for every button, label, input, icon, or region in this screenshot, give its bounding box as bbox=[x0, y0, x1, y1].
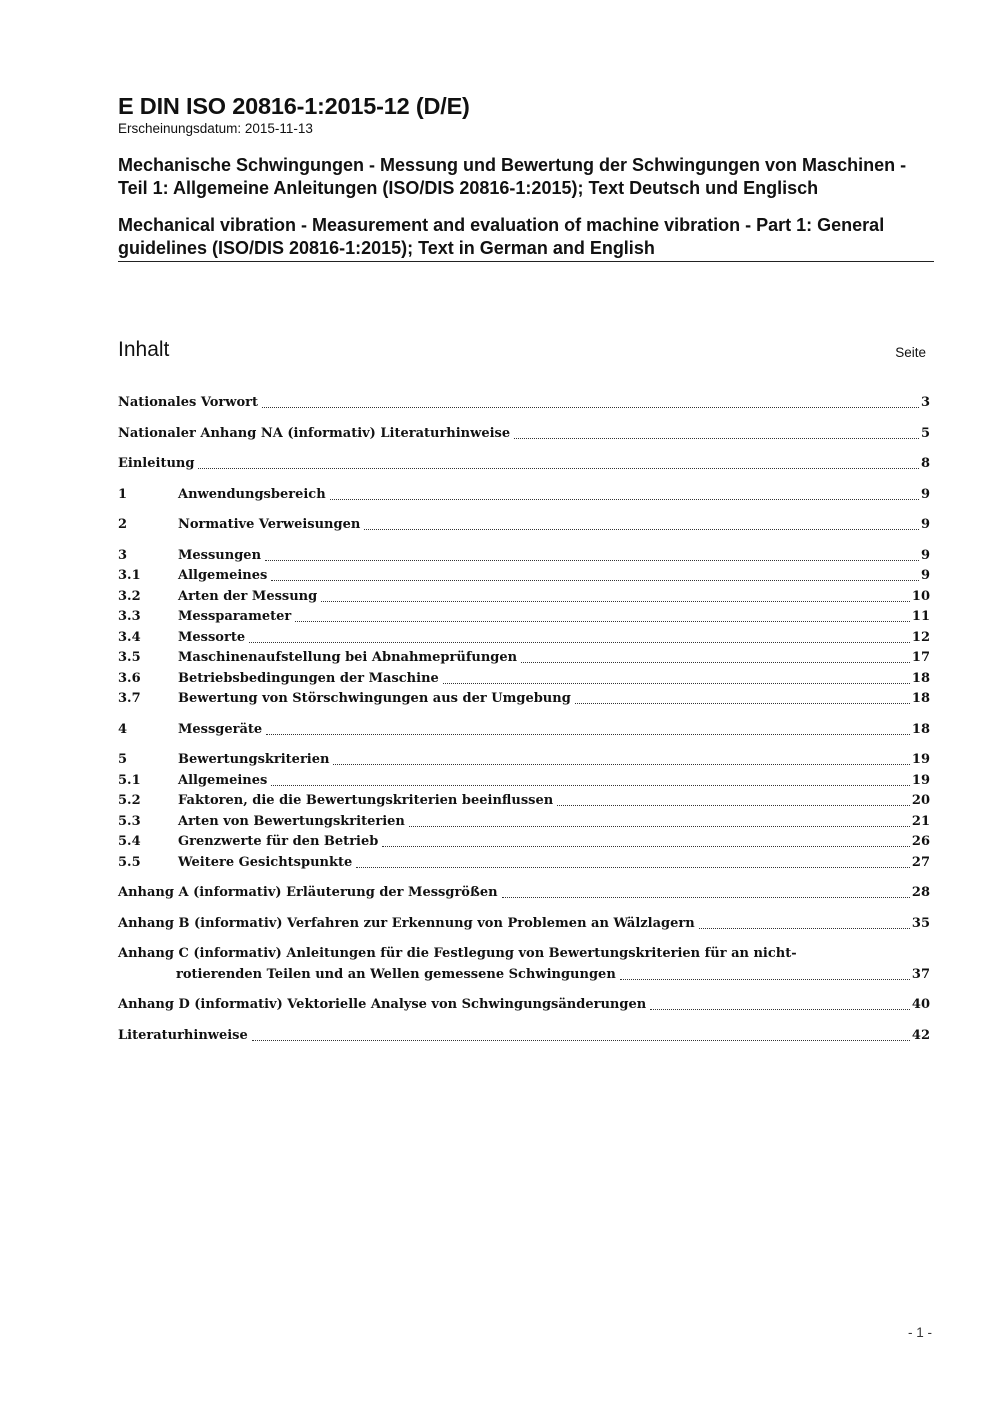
toc-entry-title: Messorte bbox=[178, 628, 247, 649]
toc-entry[interactable] bbox=[118, 587, 930, 608]
toc-entry[interactable] bbox=[118, 750, 930, 771]
toc-entry-page: 37 bbox=[911, 966, 930, 982]
publication-date: Erscheinungsdatum: 2015-11-13 bbox=[118, 121, 313, 136]
toc-leader-dots bbox=[271, 771, 910, 786]
toc-entry-page: 10 bbox=[911, 588, 930, 604]
toc-entry-title: Grenzwerte für den Betrieb bbox=[178, 832, 380, 853]
toc-entry[interactable] bbox=[118, 566, 930, 587]
toc-entry-page: 12 bbox=[911, 629, 930, 645]
toc-entry-title: Anhang B (informativ) Verfahren zur Erkennung von Problemen an Wälzlagern bbox=[118, 914, 697, 935]
toc-leader-dots bbox=[364, 515, 919, 530]
toc-leader-dots bbox=[252, 1026, 910, 1041]
toc-leader-dots bbox=[356, 853, 910, 868]
toc-entry-number: 5.1 bbox=[118, 772, 141, 788]
toc-entry-number: 3.3 bbox=[118, 609, 141, 624]
toc-entry-number: 3.7 bbox=[118, 691, 141, 706]
toc-entry-number: 2 bbox=[118, 517, 128, 532]
toc-entry-page: 8 bbox=[920, 456, 930, 471]
toc-leader-dots bbox=[620, 965, 910, 980]
toc-entry[interactable] bbox=[118, 791, 930, 812]
toc-entry-page: 9 bbox=[920, 547, 930, 563]
toc-heading: Inhalt bbox=[118, 338, 170, 361]
toc-entry-page: 9 bbox=[920, 568, 930, 583]
toc-entry-number: 5.2 bbox=[118, 793, 141, 808]
toc-entry-number: 3.4 bbox=[118, 629, 141, 645]
toc-leader-dots bbox=[333, 750, 909, 765]
toc-entry-number: 4 bbox=[118, 721, 128, 737]
toc-entry-title: Anwendungsbereich bbox=[178, 485, 328, 506]
toc-leader-dots bbox=[321, 587, 910, 602]
toc-entry-title: Messgeräte bbox=[178, 720, 264, 741]
toc-leader-dots bbox=[514, 424, 919, 439]
toc-entry-page: 27 bbox=[911, 854, 930, 870]
toc-entry-page: 19 bbox=[911, 752, 930, 767]
toc-entry-title: Weitere Gesichtspunkte bbox=[178, 853, 354, 874]
toc-entry-title-continued: rotierenden Teilen und an Wellen gemessene Schwingungen bbox=[176, 965, 618, 986]
toc-entry-page: 9 bbox=[920, 517, 930, 532]
toc-entry[interactable] bbox=[118, 485, 930, 506]
toc-entry[interactable] bbox=[118, 944, 930, 985]
title-english: Mechanical vibration - Measurement and evaluation of machine vibration - Part 1: General guidelines (ISO/DIS 20816-1:2015); Text in German and English bbox=[118, 214, 934, 262]
toc-entry-title: Nationales Vorwort bbox=[118, 393, 260, 414]
toc-leader-dots bbox=[198, 454, 919, 469]
toc-entry-title: Betriebsbedingungen der Maschine bbox=[178, 669, 441, 690]
toc-entry-page: 5 bbox=[920, 425, 930, 441]
toc-entry-title: Allgemeines bbox=[178, 771, 269, 792]
toc-entry-title: Messparameter bbox=[178, 607, 293, 628]
toc-entry-page: 11 bbox=[911, 609, 930, 624]
toc-entry-page: 18 bbox=[911, 670, 930, 686]
toc-entry-title: Maschinenaufstellung bei Abnahmeprüfungen bbox=[178, 648, 519, 669]
toc-leader-dots bbox=[266, 720, 910, 735]
toc-entry-number: 3.6 bbox=[118, 670, 141, 686]
toc-entry-number: 3.5 bbox=[118, 650, 141, 665]
toc-entry-number: 5 bbox=[118, 752, 128, 767]
toc-leader-dots bbox=[249, 628, 910, 643]
toc-entry-page: 28 bbox=[911, 885, 930, 900]
toc-entry-number: 3.2 bbox=[118, 588, 141, 604]
toc-entry[interactable] bbox=[118, 607, 930, 628]
toc-entry-title: Anhang D (informativ) Vektorielle Analyse von Schwingungsänderungen bbox=[118, 995, 648, 1016]
toc-entry-page: 40 bbox=[911, 997, 930, 1012]
document-header bbox=[118, 92, 934, 262]
toc-entry[interactable] bbox=[118, 628, 930, 649]
toc-entry-page: 3 bbox=[920, 395, 930, 410]
toc-entry[interactable] bbox=[118, 1026, 930, 1047]
toc-leader-dots bbox=[330, 485, 919, 500]
toc-leader-dots bbox=[575, 689, 910, 704]
toc-entry-title: Literaturhinweise bbox=[118, 1026, 250, 1047]
toc-entry[interactable] bbox=[118, 689, 930, 710]
toc-entry-number: 3.1 bbox=[118, 568, 141, 583]
toc-entry-title: Bewertung von Störschwingungen aus der Umgebung bbox=[178, 689, 573, 710]
toc-entry[interactable] bbox=[118, 454, 930, 475]
toc-entry[interactable] bbox=[118, 669, 930, 690]
toc-entry-page: 17 bbox=[911, 650, 930, 665]
table-of-contents bbox=[118, 393, 930, 1046]
toc-entry-title: Arten von Bewertungskriterien bbox=[178, 812, 407, 833]
toc-entry-number: 5.3 bbox=[118, 813, 141, 829]
toc-entry-title: Anhang C (informativ) Anleitungen für die Festlegung von Bewertungskriterien für an nicht- bbox=[118, 946, 797, 961]
toc-entry-title: Einleitung bbox=[118, 454, 196, 475]
toc-entry[interactable] bbox=[118, 914, 930, 935]
toc-entry[interactable] bbox=[118, 515, 930, 536]
toc-leader-dots bbox=[650, 995, 910, 1010]
toc-entry[interactable] bbox=[118, 883, 930, 904]
toc-entry-page: 26 bbox=[911, 834, 930, 849]
toc-entry-title: Messungen bbox=[178, 546, 263, 567]
toc-entry-page: 42 bbox=[911, 1027, 930, 1043]
toc-page-column-label: Seite bbox=[895, 345, 926, 360]
toc-leader-dots bbox=[265, 546, 919, 561]
toc-entry-page: 18 bbox=[911, 721, 930, 737]
toc-leader-dots bbox=[557, 791, 910, 806]
toc-leader-dots bbox=[382, 832, 910, 847]
toc-entry-number: 5.5 bbox=[118, 854, 141, 870]
toc-entry-page: 21 bbox=[911, 813, 930, 829]
toc-entry-title: Bewertungskriterien bbox=[178, 750, 331, 771]
page-number: - 1 - bbox=[907, 1325, 932, 1340]
toc-entry[interactable] bbox=[118, 832, 930, 853]
toc-entry[interactable] bbox=[118, 853, 930, 874]
toc-leader-dots bbox=[502, 883, 910, 898]
toc-entry[interactable] bbox=[118, 393, 930, 414]
toc-entry[interactable] bbox=[118, 546, 930, 567]
document-id: E DIN ISO 20816-1:2015-12 (D/E) bbox=[118, 93, 470, 119]
toc-leader-dots bbox=[409, 812, 910, 827]
toc-entry-page: 19 bbox=[911, 772, 930, 788]
toc-leader-dots bbox=[295, 607, 910, 622]
toc-leader-dots bbox=[262, 393, 919, 408]
toc-leader-dots bbox=[443, 669, 910, 684]
toc-entry-title: Arten der Messung bbox=[178, 587, 319, 608]
toc-entry-number: 3 bbox=[118, 547, 128, 563]
toc-leader-dots bbox=[271, 566, 919, 581]
toc-entry-page: 9 bbox=[920, 486, 930, 502]
toc-leader-dots bbox=[699, 914, 910, 929]
toc-entry-page: 18 bbox=[911, 691, 930, 706]
toc-leader-dots bbox=[521, 648, 910, 663]
toc-entry-title: Normative Verweisungen bbox=[178, 515, 362, 536]
toc-entry[interactable] bbox=[118, 771, 930, 792]
toc-entry[interactable] bbox=[118, 648, 930, 669]
toc-entry-title: Allgemeines bbox=[178, 566, 269, 587]
toc-entry-number: 1 bbox=[118, 486, 128, 502]
toc-entry[interactable] bbox=[118, 720, 930, 741]
toc-entry[interactable] bbox=[118, 424, 930, 445]
toc-entry-page: 20 bbox=[911, 793, 930, 808]
toc-entry[interactable] bbox=[118, 995, 930, 1016]
toc-entry-number: 5.4 bbox=[118, 834, 141, 849]
toc-entry-title: Anhang A (informativ) Erläuterung der Messgrößen bbox=[118, 883, 500, 904]
title-german: Mechanische Schwingungen - Messung und Bewertung der Schwingungen von Maschinen - Teil 1: Allgemeine Anleitungen (ISO/DIS 20816-1:2015); Text Deutsch und Englisch bbox=[118, 155, 907, 198]
toc-entry-page: 35 bbox=[911, 915, 930, 931]
toc-heading-row bbox=[118, 338, 926, 368]
toc-entry[interactable] bbox=[118, 812, 930, 833]
toc-entry-title: Nationaler Anhang NA (informativ) Literaturhinweise bbox=[118, 424, 512, 445]
toc-entry-title: Faktoren, die die Bewertungskriterien beeinflussen bbox=[178, 791, 555, 812]
